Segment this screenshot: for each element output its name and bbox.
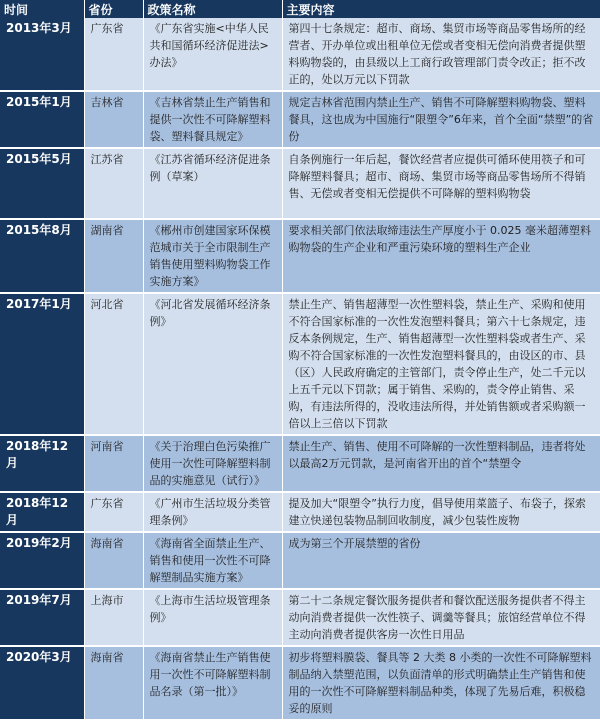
- table-row: [0, 18, 600, 91]
- table-row: [0, 532, 600, 589]
- cell-content: 第二十二条规定餐饮服务提供者和餐饮配送服务提供者不得主动向消费者提供一次性筷子、调羹等餐具；旅馆经营单位不得主动向消费者提供客房一次性日用品: [282, 589, 600, 646]
- cell-province: 上海市: [84, 589, 143, 646]
- cell-province: 广东省: [84, 18, 143, 91]
- header-time: 时间: [0, 0, 84, 18]
- cell-time: 2013年3月: [0, 18, 84, 91]
- cell-province: 吉林省: [84, 91, 143, 148]
- table-row: [0, 492, 600, 532]
- cell-content: 自条例施行一年后起，餐饮经营者应提供可循环使用筷子和可降解塑料餐具；超市、商场、集贸市场等商品零售场所不得销售、无偿或者变相无偿提供不可降解的塑料购物袋: [282, 148, 600, 219]
- header-policy: 政策名称: [143, 0, 282, 18]
- cell-policy: 《广州市生活垃圾分类管理条例》: [143, 492, 282, 532]
- cell-time: 2020年3月: [0, 646, 84, 720]
- cell-province: 河北省: [84, 293, 143, 435]
- table-row: [0, 646, 600, 720]
- table-header-row: [0, 0, 600, 18]
- table-row: [0, 219, 600, 293]
- table-row: [0, 148, 600, 219]
- cell-policy: 《郴州市创建国家环保模范城市关于全市限制生产销售使用塑料购物袋工作实施方案》: [143, 219, 282, 293]
- cell-policy: 《上海市生活垃圾管理条例》: [143, 589, 282, 646]
- cell-content: 第四十七条规定：超市、商场、集贸市场等商品零售场所的经营者、开办单位或出租单位无偿或者变相无偿向消费者提供塑料购物袋的，由县级以上工商行政管理部门责令改正；拒不改正的，处以万元以下罚款: [282, 18, 600, 91]
- cell-time: 2017年1月: [0, 293, 84, 435]
- table-row: [0, 435, 600, 492]
- cell-content: 规定吉林省范围内禁止生产、销售不可降解塑料购物袋、塑料餐具，这也成为中国施行“限塑令”6年来，首个全面“禁塑”的省份: [282, 91, 600, 148]
- cell-time: 2018年12月: [0, 492, 84, 532]
- cell-time: 2015年8月: [0, 219, 84, 293]
- cell-policy: 《吉林省禁止生产销售和提供一次性不可降解塑料袋、塑料餐具规定》: [143, 91, 282, 148]
- cell-province: 海南省: [84, 646, 143, 720]
- header-province: 省份: [84, 0, 143, 18]
- cell-policy: 《海南省全面禁止生产、销售和使用一次性不可降解塑制品实施方案》: [143, 532, 282, 589]
- cell-time: 2015年5月: [0, 148, 84, 219]
- cell-province: 湖南省: [84, 219, 143, 293]
- table-row: [0, 293, 600, 435]
- cell-time: 2015年1月: [0, 91, 84, 148]
- cell-time: 2019年2月: [0, 532, 84, 589]
- cell-content: 要求相关部门依法取缔违法生产厚度小于 0.025 毫米超薄塑料购物袋的生产企业和严重污染环境的塑料生产企业: [282, 219, 600, 293]
- cell-time: 2018年12月: [0, 435, 84, 492]
- cell-content: 初步将塑料膜袋、餐具等 2 大类 8 小类的一次性不可降解塑料制品纳入禁塑范围，以负面清单的形式明确禁止生产销售和使用的一次性不可降解塑料制品种类，体现了先易后难，积极稳妥的原则: [282, 646, 600, 720]
- cell-policy: 《海南省禁止生产销售使用一次性不可降解塑料制品名录（第一批）》: [143, 646, 282, 720]
- cell-content: 提及加大“限塑令”执行力度，倡导使用菜篮子、布袋子，探索建立快递包装物品制回收制度，减少包装性废物: [282, 492, 600, 532]
- cell-content: 禁止生产、销售超薄型一次性塑料袋，禁止生产、采购和使用不符合国家标准的一次性发泡塑料餐具；第六十七条规定，违反本条例规定，生产、销售超薄型一次性塑料袋或者生产、采购不符合国家标准的一次性发泡塑料餐具的，由设区的市、县（区）人民政府确定的主管部门，责令停止生产，处二千元以上五千元以下罚款；属于销售、采购的，责令停止销售、采购，有违法所得的，没收违法所得，并处销售额或者采购额一倍以上三倍以下罚款: [282, 293, 600, 435]
- cell-policy: 《江苏省循环经济促进条例（草案）: [143, 148, 282, 219]
- cell-policy: 《广东省实施<中华人民共和国循环经济促进法>办法》: [143, 18, 282, 91]
- cell-province: 江苏省: [84, 148, 143, 219]
- cell-policy: 《关于治理白色污染推广使用一次性可降解塑料制品的实施意见（试行）》: [143, 435, 282, 492]
- cell-province: 海南省: [84, 532, 143, 589]
- cell-policy: 《河北省发展循环经济条例》: [143, 293, 282, 435]
- cell-content: 成为第三个开展禁塑的省份: [282, 532, 600, 589]
- cell-province: 河南省: [84, 435, 143, 492]
- cell-time: 2019年7月: [0, 589, 84, 646]
- cell-content: 禁止生产、销售、使用不可降解的一次性塑料制品，违者将处以最高2万元罚款，是河南省开出的首个“禁塑令: [282, 435, 600, 492]
- table-row: [0, 91, 600, 148]
- table-row: [0, 589, 600, 646]
- header-content: 主要内容: [282, 0, 600, 18]
- cell-province: 广东省: [84, 492, 143, 532]
